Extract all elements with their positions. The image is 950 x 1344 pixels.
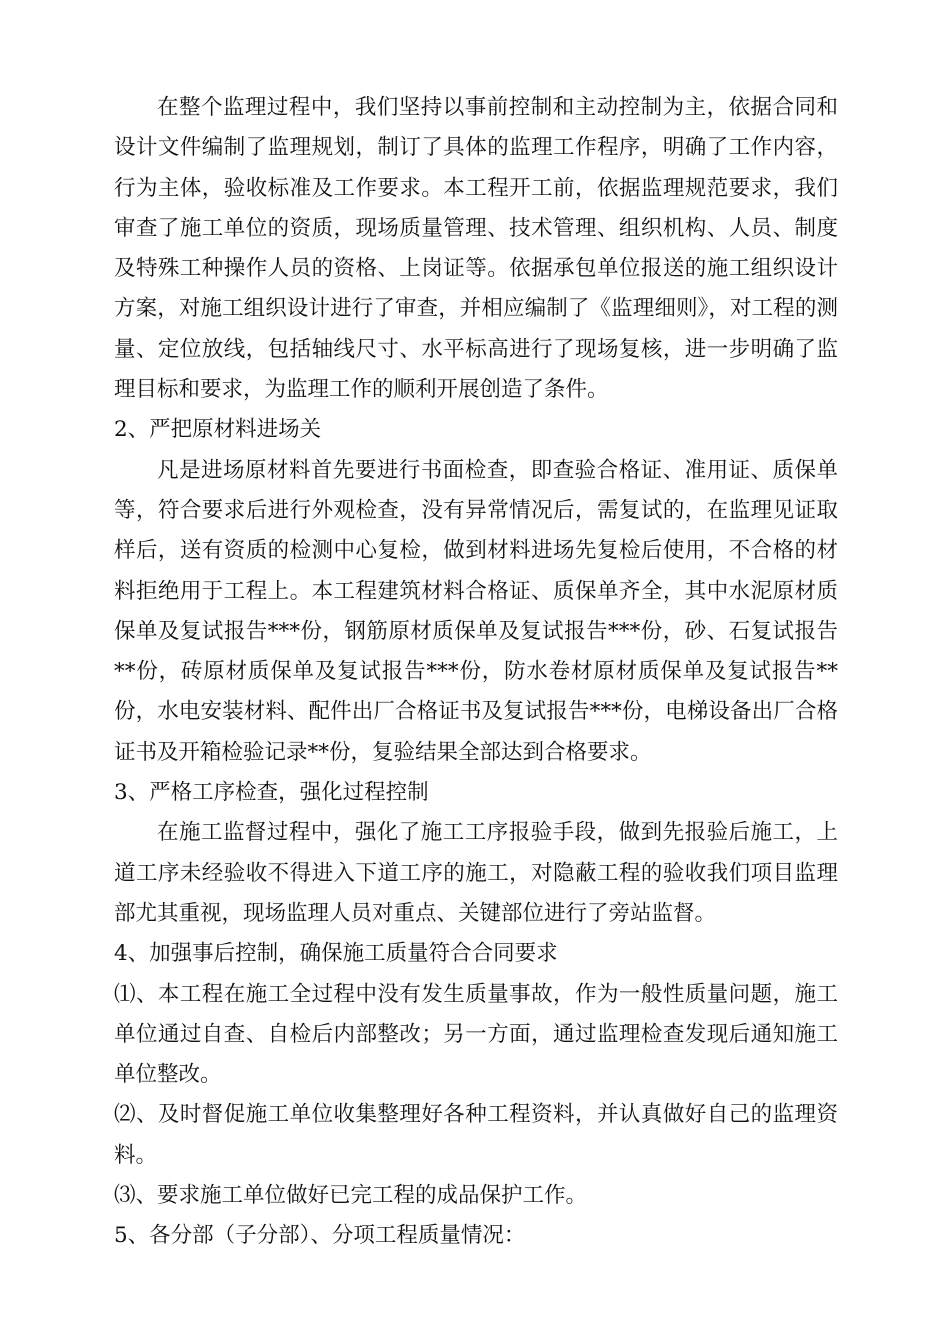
paragraph-raw-materials: 凡是进场原材料首先要进行书面检查，即查验合格证、准用证、质保单等，符合要求后进行外观检查，没有异常情况后，需复试的，在监理见证取样后，送有资质的检测中心复检，做到材料进场先复检后使用，不合格的材料拒绝用于工程上。本工程建筑材料合格证、质保单齐全，其中水泥原材质保单及复试报告***份，钢筋原材质保单及复试报告***份，砂、石复试报告**份，砖原材质保单及复试报告***份，防水卷材原材质保单及复试报告**份，水电安装材料、配件出厂合格证书及复试报告***份，电梯设备出厂合格证书及开箱检验记录**份，复验结果全部达到合格要求。 <box>114 457 838 765</box>
paragraph-supervision-process: 在整个监理过程中，我们坚持以事前控制和主动控制为主，依据合同和设计文件编制了监理规划，制订了具体的监理工作程序，明确了工作内容，行为主体，验收标准及工作要求。本工程开工前，依据监理规范要求，我们审查了施工单位的资质，现场质量管理、技术管理、组织机构、人员、制度及特殊工种操作人员的资格、上岗证等。依据承包单位报送的施工组织设计方案，对施工组织设计进行了审查，并相应编制了《监理细则》，对工程的测量、定位放线，包括轴线尺寸、水平标高进行了现场复核，进一步明确了监理目标和要求，为监理工作的顺利开展创造了条件。 <box>114 95 838 403</box>
list-item-3: ⑶、要求施工单位做好已完工程的成品保护工作。 <box>114 1183 588 1209</box>
document-body <box>114 88 838 1257</box>
heading-post-control: 4、加强事后控制，确保施工质量符合合同要求 <box>114 941 558 967</box>
list-item-1: ⑴、本工程在施工全过程中没有发生质量事故，作为一般性质量问题，施工单位通过自查、自检后内部整改；另一方面，通过监理检查发现后通知施工单位整改。 <box>114 981 838 1088</box>
heading-quality-status: 5、各分部（子分部）、分项工程质量情况： <box>114 1223 526 1249</box>
heading-raw-materials: 2、严把原材料进场关 <box>114 417 322 443</box>
heading-process-control: 3、严格工序检查，强化过程控制 <box>114 780 429 806</box>
list-item-2: ⑵、及时督促施工单位收集整理好各种工程资料，并认真做好自己的监理资料。 <box>114 1102 838 1168</box>
paragraph-process-control: 在施工监督过程中，强化了施工工序报验手段，做到先报验后施工，上道工序未经验收不得进入下道工序的施工，对隐蔽工程的验收我们项目监理部尤其重视，现场监理人员对重点、关键部位进行了旁站监督。 <box>114 820 838 926</box>
